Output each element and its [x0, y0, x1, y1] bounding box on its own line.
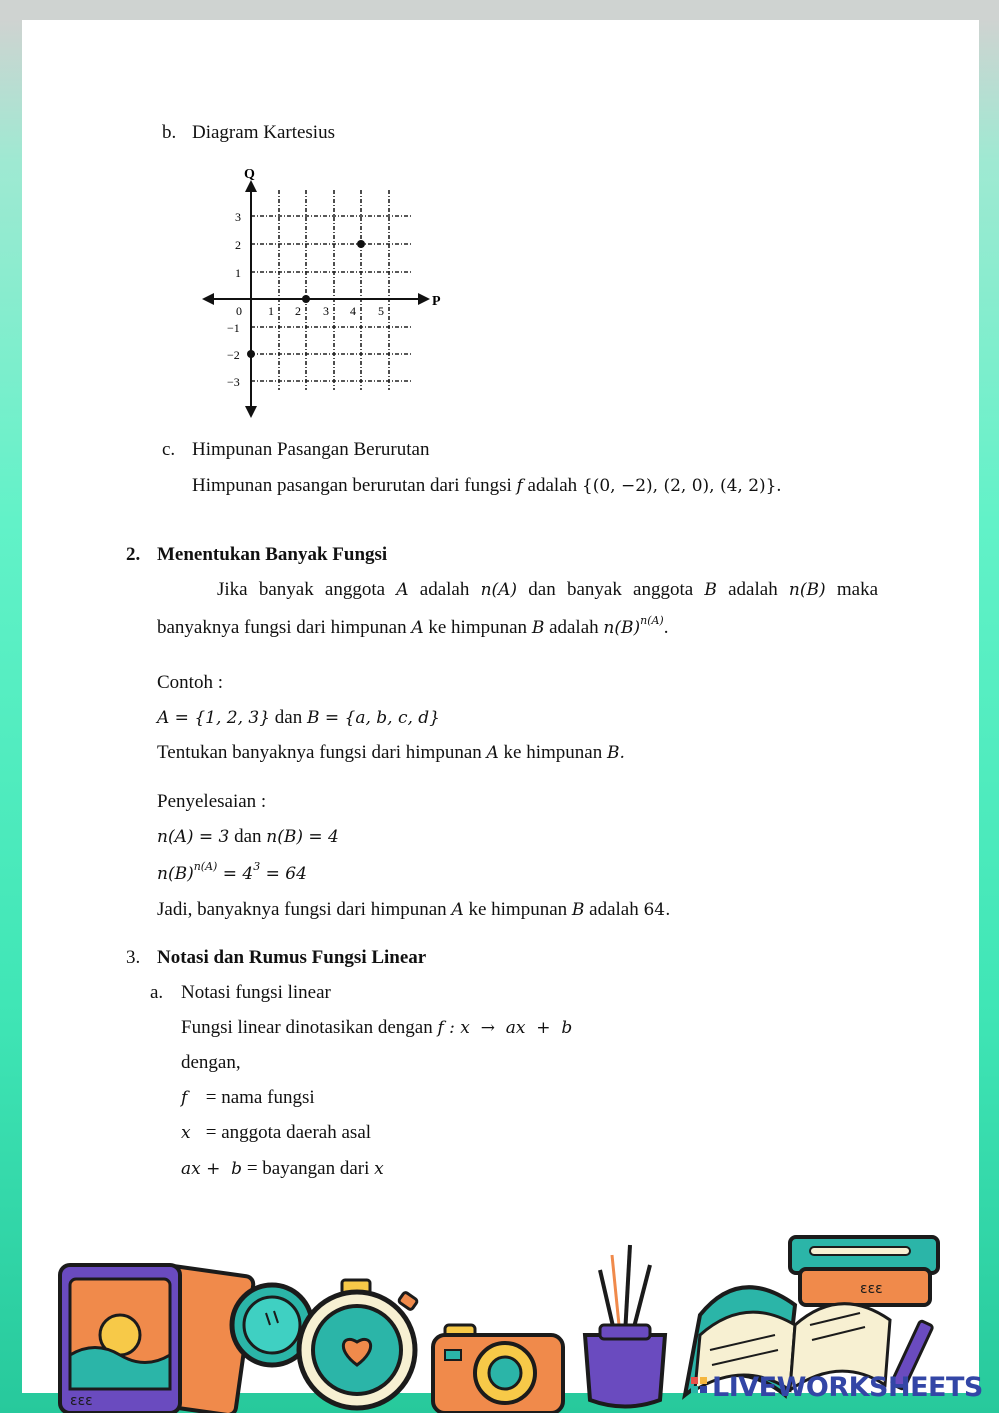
definition-x [181, 1121, 371, 1145]
math-A: A [451, 900, 464, 920]
photo-frames-icon [60, 1264, 254, 1413]
math-A: A [486, 743, 499, 763]
x-tick-label: 1 [268, 304, 274, 318]
ordered-pairs-sentence [192, 474, 781, 498]
text: adalah [728, 579, 778, 600]
text: Jadi, banyaknya fungsi dari himpunan [157, 899, 447, 920]
definition-text: = nama fungsi [205, 1087, 315, 1108]
section-b-marker: b. [162, 122, 177, 143]
origin-label: 0 [236, 304, 242, 318]
section-3-title: Notasi dan Rumus Fungsi Linear [157, 947, 427, 968]
math-exponent: n(A) [193, 860, 218, 873]
y-tick-label: 2 [235, 238, 241, 252]
svg-text:ɛɛɛ: ɛɛɛ [70, 1393, 93, 1409]
x-tick-label: 5 [378, 304, 384, 318]
vase-icon [585, 1245, 665, 1407]
text: adalah [589, 899, 639, 920]
graph-point [247, 350, 255, 358]
math-B: B [571, 900, 585, 920]
x-tick-label: 3 [323, 304, 329, 318]
power-formula [603, 614, 664, 638]
solution-line-2 [157, 862, 307, 886]
example-sets [157, 706, 440, 730]
sentence-end: . [776, 475, 782, 496]
x-axis-label: P [432, 294, 441, 309]
graph-point [302, 295, 310, 303]
notation-line [181, 1016, 572, 1040]
y-tick-label: −3 [227, 375, 240, 389]
paragraph-line-2 [157, 616, 668, 640]
y-tick-label: 3 [235, 210, 241, 224]
section-c-marker: c. [162, 439, 176, 460]
solution-line-1 [157, 825, 339, 849]
x-tick-label: 4 [350, 304, 356, 318]
function-symbol: f [516, 476, 523, 496]
definition-ax-b [181, 1157, 384, 1181]
text: Fungsi linear dinotasikan dengan [181, 1017, 433, 1038]
math-exponent: 3 [253, 860, 261, 873]
math-base: n(B) [603, 618, 641, 638]
section-2-number: 2. [126, 544, 141, 565]
math-exponent: n(A) [640, 614, 664, 627]
section-2-title: Menentukan Banyak Fungsi [157, 544, 388, 565]
text: ke himpunan [468, 899, 568, 920]
math-nA: n(A) [480, 580, 518, 600]
sentence-text: Himpunan pasangan berurutan dari fungsi [192, 475, 512, 496]
example-label: Contoh : [157, 672, 223, 693]
math-result: = 64 [260, 864, 307, 884]
math-base: n(B) [157, 864, 194, 884]
text: dan [234, 826, 262, 847]
y-tick-label: 1 [235, 266, 241, 280]
liveworksheets-watermark: LIVEWORKSHEETS [712, 1372, 983, 1403]
x-tick-label: 2 [295, 304, 301, 318]
text: dan [274, 707, 303, 728]
set-A: A = {1, 2, 3} [157, 708, 271, 728]
text: Jika banyak anggota [217, 579, 386, 600]
symbol-x: x [374, 1159, 384, 1179]
y-axis-arrow-down [245, 406, 257, 418]
math-B: B. [606, 743, 625, 763]
definition-f [181, 1086, 315, 1110]
paragraph-line-1 [157, 578, 878, 602]
math-nA-value: n(A) = 3 [157, 827, 230, 847]
example-question [157, 741, 625, 765]
symbol-f: f [181, 1088, 188, 1108]
y-tick-label: −1 [227, 321, 240, 335]
camera-icon [433, 1325, 563, 1413]
stopwatch-icon [299, 1280, 418, 1408]
cartesian-diagram [198, 162, 458, 424]
solution-label: Penyelesaian : [157, 791, 267, 812]
section-c-title: Himpunan Pasangan Berurutan [192, 439, 430, 460]
result-value: 64. [643, 900, 671, 920]
math-A: A [396, 580, 409, 600]
symbol-ax-b: ax + b [181, 1159, 243, 1179]
x-axis-arrow-left [202, 293, 214, 305]
sentence-text: adalah [527, 475, 578, 496]
sub-a-title: Notasi fungsi linear [181, 982, 331, 1003]
math-A: A [411, 618, 424, 638]
definition-text: = bayangan dari [246, 1158, 370, 1179]
math-value: = 4 [217, 864, 254, 884]
math-B: B [704, 580, 717, 600]
text: ke himpunan [503, 742, 603, 763]
y-axis-label: Q [244, 167, 255, 182]
text: dan banyak anggota [528, 579, 694, 600]
text: adalah [419, 579, 470, 600]
sub-a-marker: a. [150, 982, 164, 1003]
text: maka [836, 579, 879, 600]
section-b-title: Diagram Kartesius [192, 122, 335, 143]
x-axis-arrow-right [418, 293, 430, 305]
conclusion [157, 898, 671, 922]
liveworksheets-logo-icon [690, 1376, 708, 1402]
text: banyaknya fungsi dari himpunan [157, 617, 407, 638]
graph-point [357, 240, 365, 248]
section-3-number: 3. [126, 947, 141, 968]
symbol-x: x [181, 1123, 191, 1143]
linear-function-notation: f : x → ax + b [437, 1018, 573, 1038]
definition-text: = anggota daerah asal [205, 1122, 372, 1143]
text: Tentukan banyaknya fungsi dari himpunan [157, 742, 482, 763]
math-nB-value: n(B) = 4 [266, 827, 339, 847]
math-B: B [531, 618, 545, 638]
math-nB: n(B) [788, 580, 826, 600]
y-tick-label: −2 [227, 348, 240, 362]
set-B: B = {a, b, c, d} [306, 708, 440, 728]
solution-formula [157, 860, 307, 884]
ordered-pairs-set: {(0, −2), (2, 0), (4, 2)} [581, 476, 777, 496]
text: adalah [549, 617, 599, 638]
sentence-end: . [663, 617, 669, 638]
text: ke himpunan [428, 617, 528, 638]
svg-text:ɛɛɛ: ɛɛɛ [860, 1281, 883, 1297]
dengan-label: dengan, [181, 1052, 241, 1073]
